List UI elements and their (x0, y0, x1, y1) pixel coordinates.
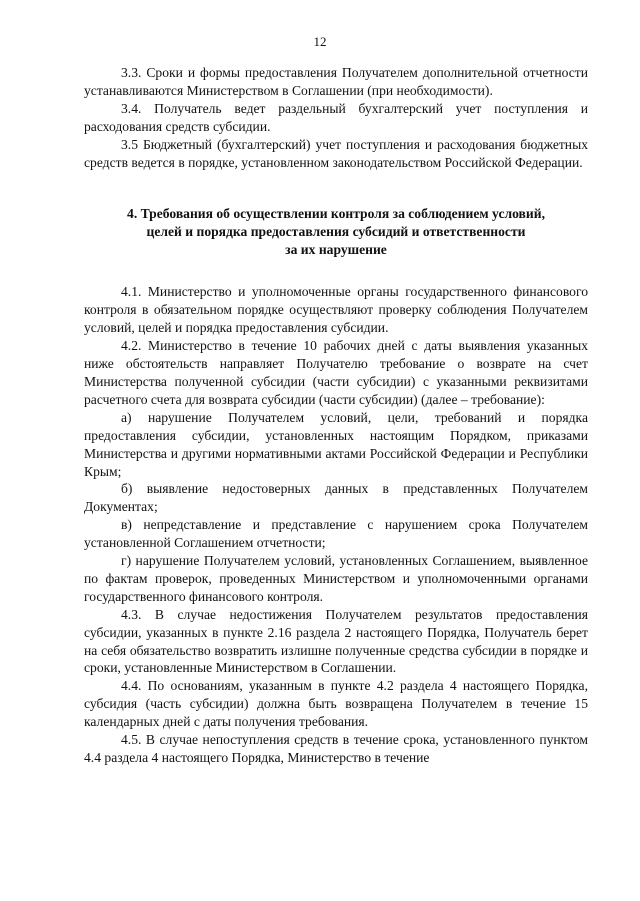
list-item-v: в) непредставление и представление с нарушением срока Получателем установленной Соглашением отчетности; (84, 517, 588, 551)
paragraph-4-5: 4.5. В случае непоступления средств в течение срока, установленного пунктом 4.4 раздела 4 настоящего Порядка, Министерство в течение (84, 732, 588, 765)
page-number: 12 (313, 34, 327, 49)
section-4-heading-line: за их нарушение (285, 242, 387, 258)
paragraph-4-4: 4.4. По основаниям, указанным в пункте 4.2 раздела 4 настоящего Порядка, субсидия (часть субсидии) должна быть возвращена Получателем в течение 15 календарных дней с даты получения требования. (84, 678, 588, 730)
document-body (84, 64, 588, 767)
section-4-heading (84, 205, 588, 259)
section-4-heading-line: целей и порядка предоставления субсидий и ответственности (146, 224, 526, 240)
list-item-g: г) нарушение Получателем условий, установленных Соглашением, выявленное по фактам проверок, проведенных Министерством и уполномоченными органами государственного финансового контроля. (84, 553, 588, 604)
list-item-b: б) выявление недостоверных данных в представленных Получателем Документах; (84, 481, 588, 515)
paragraph-3-3: 3.3. Сроки и формы предоставления Получателем дополнительной отчетности устанавливаются Министерством в Соглашении (при необходимости). (84, 65, 588, 98)
paragraph-4-2: 4.2. Министерство в течение 10 рабочих дней с даты выявления указанных ниже обстоятельств направляет Получателю требование о возврате на счет Министерства полученной субсидии (части субсидии) с указанными реквизитами расчетного счета для возврата субсидии (части субсидии) (далее – требование): (84, 338, 588, 407)
list-item-a: а) нарушение Получателем условий, цели, требований и порядка предоставления субсидии, установленных настоящим Порядком, приказами Министерства и другими нормативными актами Российской Федерации и Республики Крым; (84, 409, 588, 479)
section-4-heading-line: 4. Требования об осуществлении контроля за соблюдением условий, (127, 206, 545, 222)
paragraph-4-3: 4.3. В случае недостижения Получателем результатов предоставления субсидии, указанных в пункте 2.16 раздела 2 настоящего Порядка, Получатель берет на себя обязательство возвратить излишне полученные средства субсидии в порядке и сроки, установленные Министерством в Соглашении. (84, 606, 588, 676)
paragraph-4-1: 4.1. Министерство и уполномоченные органы государственного финансового контроля в обязательном порядке осуществляют проверку соблюдения Получателем условий, целей и порядка предоставления субсидии. (84, 284, 588, 336)
paragraph-3-5: 3.5 Бюджетный (бухгалтерский) учет поступления и расходования бюджетных средств ведется в порядке, установленном законодательством Российской Федерации. (84, 136, 588, 170)
paragraph-3-4: 3.4. Получатель ведет раздельный бухгалтерский учет поступления и расходования средств субсидии. (84, 100, 588, 134)
